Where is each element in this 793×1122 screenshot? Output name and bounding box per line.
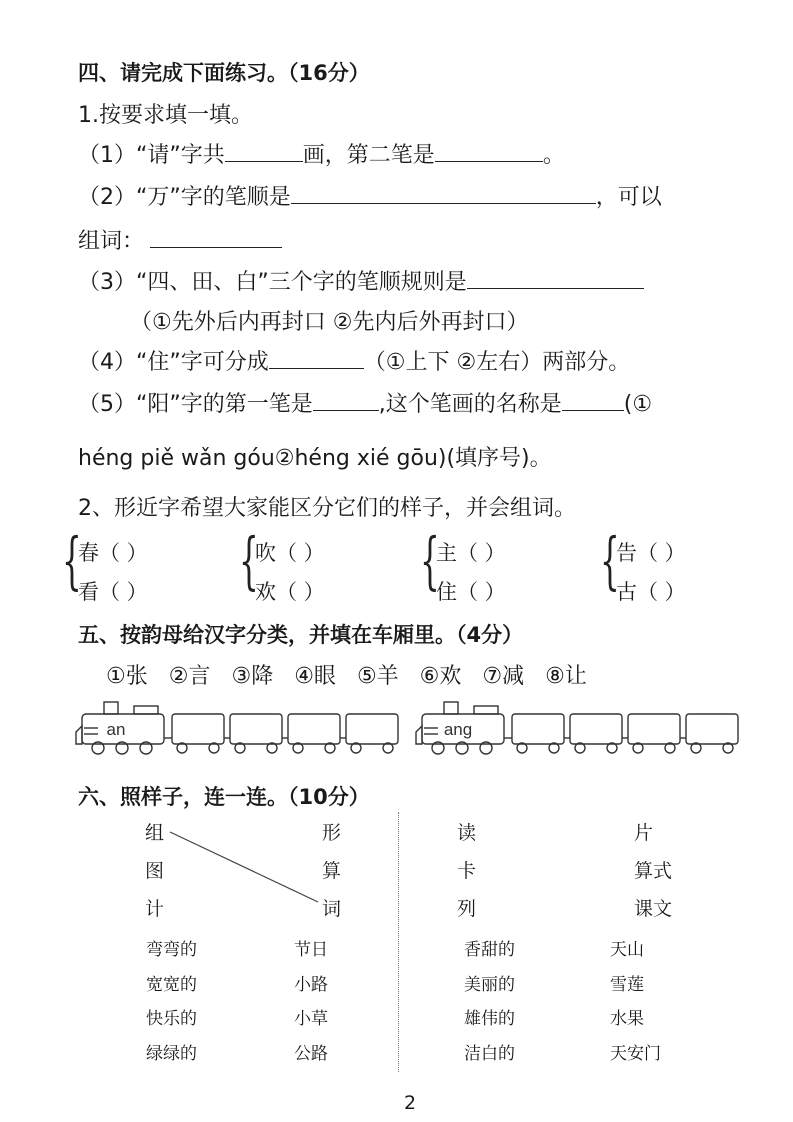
pair4-bottom: 古（ ） <box>616 580 686 604</box>
pair4-top: 告（ ） <box>616 541 686 565</box>
q1-5-text-a: （5）“阳”字的第一笔是 <box>78 392 313 417</box>
page-number: 2 <box>404 1092 417 1114</box>
train-an <box>74 698 419 760</box>
brace-2: { <box>239 524 259 597</box>
phr-r1-0: 香甜的 <box>464 940 515 960</box>
phr-l2-1: 小路 <box>294 975 328 995</box>
q1-2-text-b: ，可以 <box>595 185 662 210</box>
char-2: ②言 <box>168 664 211 689</box>
phr-r1-3: 洁白的 <box>464 1044 515 1064</box>
q1-4 <box>78 345 630 376</box>
phr-r2-3: 天安门 <box>610 1044 661 1064</box>
example-connect-line <box>150 820 330 910</box>
left-col2-0: 形 <box>322 822 342 844</box>
phr-l1-0: 弯弯的 <box>146 940 197 960</box>
pair3-bottom: 住（ ） <box>436 580 506 604</box>
char-list <box>106 659 587 690</box>
phr-l2-3: 公路 <box>294 1044 328 1064</box>
right-col2-0: 片 <box>634 822 654 844</box>
char-6: ⑥欢 <box>419 664 462 689</box>
phr-r2-1: 雪莲 <box>610 975 644 995</box>
q1-1-text-b: 画，第二笔是 <box>302 143 435 168</box>
phr-l2-2: 小草 <box>294 1009 328 1029</box>
blank-word[interactable] <box>150 225 282 248</box>
q1-5-text-b: ,这个笔画的名称是 <box>378 392 562 417</box>
char-8: ⑧让 <box>545 664 587 689</box>
blank-stroke-order[interactable] <box>291 181 596 204</box>
blank-parts[interactable] <box>269 346 364 369</box>
char-7: ⑦减 <box>482 664 525 689</box>
q1-1-text-a: （1）“请”字共 <box>78 143 225 168</box>
q2-title: 2、形近字希望大家能区分它们的样子，并会组词。 <box>78 496 576 521</box>
blank-second-stroke[interactable] <box>435 139 543 162</box>
phr-r1-1: 美丽的 <box>464 975 515 995</box>
left-col1-0: 组 <box>145 822 165 844</box>
brace-4: { <box>600 524 620 597</box>
right-col2-2: 课文 <box>634 898 673 920</box>
phr-r1-2: 雄伟的 <box>464 1009 515 1029</box>
q1-1 <box>78 138 565 169</box>
left-col1-1: 图 <box>145 860 165 882</box>
char-5: ⑤羊 <box>356 664 399 689</box>
char-4: ④眼 <box>294 664 336 689</box>
right-col1-2: 列 <box>457 898 477 920</box>
blank-stroke-count[interactable] <box>225 139 303 162</box>
pair2-bottom: 欢（ ） <box>255 580 325 604</box>
left-col2-2: 词 <box>322 898 342 920</box>
phr-l1-2: 快乐的 <box>146 1009 197 1029</box>
q1-4-text-b: （①上下 ②左右）两部分。 <box>363 350 631 375</box>
pair3-top: 主（ ） <box>436 541 506 565</box>
left-col1-2: 计 <box>145 898 165 920</box>
q1-3-options: （①先外后内再封口 ②先内后外再封口） <box>130 310 529 335</box>
q1-2-text-c: 组词： <box>78 229 145 254</box>
phr-l2-0: 节日 <box>294 940 328 960</box>
brace-1: { <box>62 524 82 597</box>
train-an-label: an <box>106 720 126 739</box>
q1-2 <box>78 180 662 211</box>
right-col1-0: 读 <box>457 822 477 844</box>
q1-2-line2 <box>78 224 282 255</box>
phr-r2-2: 水果 <box>610 1009 644 1029</box>
phr-l1-3: 绿绿的 <box>146 1044 197 1064</box>
blank-first-stroke[interactable] <box>313 388 379 411</box>
q1-5 <box>78 387 652 418</box>
q1-title: 1.按要求填一填。 <box>78 103 253 128</box>
brace-3: { <box>420 524 440 597</box>
q1-5-text-c: (① <box>623 392 653 417</box>
left-col2-1: 算 <box>322 860 342 882</box>
q1-3 <box>78 265 644 296</box>
section5-title: 五、按韵母给汉字分类，并填在车厢里。（4分） <box>78 623 524 647</box>
pair1-top: 春（ ） <box>78 541 148 565</box>
char-3: ③降 <box>231 664 274 689</box>
q1-1-text-c: 。 <box>542 143 565 168</box>
pair1-bottom: 看（ ） <box>78 580 148 604</box>
phr-l1-1: 宽宽的 <box>146 975 197 995</box>
right-col2-1: 算式 <box>634 860 673 882</box>
q1-5-line2: héng piě wǎn góu②héng xié gōu)(填序号)。 <box>78 446 552 471</box>
pair2-top: 吹（ ） <box>255 541 325 565</box>
section4-title: 四、请完成下面练习。（16分） <box>78 61 370 85</box>
blank-stroke-name[interactable] <box>562 388 624 411</box>
blank-rule[interactable] <box>467 266 644 289</box>
section6-title: 六、照样子，连一连。（10分） <box>78 785 370 809</box>
char-1: ①张 <box>106 664 148 689</box>
phr-r2-0: 天山 <box>610 940 644 960</box>
right-col1-1: 卡 <box>457 860 477 882</box>
train-ang <box>414 698 759 760</box>
train-ang-label: ang <box>443 720 473 739</box>
q1-2-text-a: （2）“万”字的笔顺是 <box>78 185 291 210</box>
q1-3-text-a: （3）“四、田、白”三个字的笔顺规则是 <box>78 270 467 295</box>
divider <box>398 812 399 1072</box>
q1-4-text-a: （4）“住”字可分成 <box>78 350 269 375</box>
